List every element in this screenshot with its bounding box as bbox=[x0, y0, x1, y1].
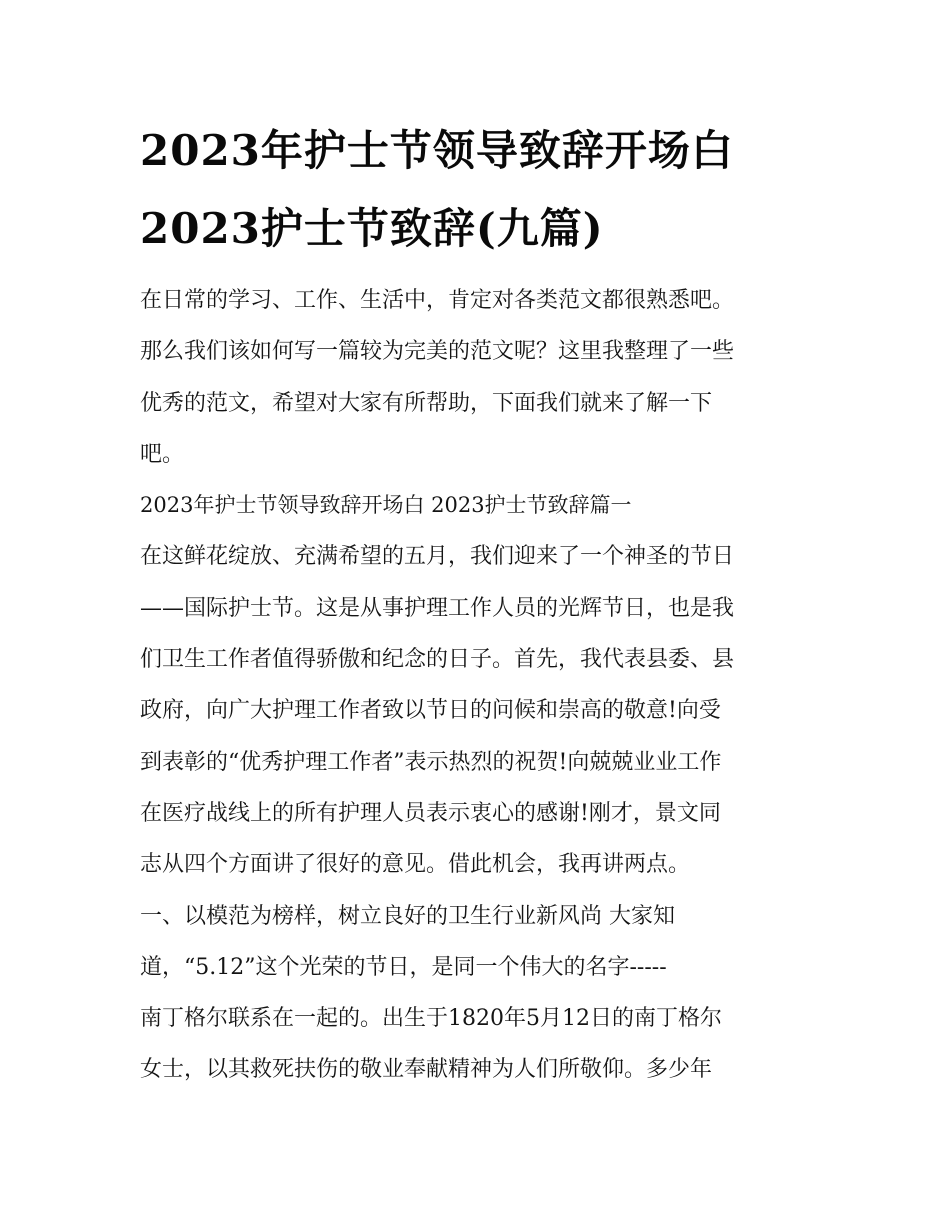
body-line: 那么我们该如何写一篇较为完美的范文呢？这里我整理了一些 bbox=[140, 339, 735, 365]
body-line: 到表彰的“优秀护理工作者”表示热烈的祝贺!向兢兢业业工作 bbox=[140, 749, 722, 775]
body-line: 优秀的范文，希望对大家有所帮助，下面我们就来了解一下 bbox=[140, 390, 713, 416]
title-line: 2023年护士节领导致辞开场白 bbox=[140, 126, 734, 175]
body-line: 在医疗战线上的所有护理人员表示衷心的感谢!刚才，景文同 bbox=[140, 800, 721, 826]
body-line: 在日常的学习、工作、生活中，肯定对各类范文都很熟悉吧。 bbox=[140, 288, 735, 313]
body-line: 南丁格尔联系在一起的。出生于1820年5月12日的南丁格尔 bbox=[140, 1006, 722, 1032]
document-body bbox=[140, 275, 830, 1096]
body-line: 吧。 bbox=[140, 441, 185, 467]
document-title bbox=[140, 112, 840, 268]
body-line: 在这鲜花绽放、充满希望的五月，我们迎来了一个神圣的节日 bbox=[140, 544, 735, 570]
section-heading: 2023年护士节领导致辞开场白 2023护士节致辞篇一 bbox=[140, 493, 632, 518]
body-line: 们卫生工作者值得骄傲和纪念的日子。首先，我代表县委、县 bbox=[140, 647, 735, 673]
title-line: 2023护士节致辞(九篇) bbox=[140, 204, 604, 253]
body-line: ——国际护士节。这是从事护理工作人员的光辉节日，也是我 bbox=[140, 595, 735, 621]
body-line: 女士，以其救死扶伤的敬业奉献精神为人们所敬仰。多少年 bbox=[140, 1057, 713, 1083]
body-line: 一、以模范为榜样，树立良好的卫生行业新风尚 大家知 bbox=[140, 903, 675, 929]
body-line: 政府，向广大护理工作者致以节日的问候和崇高的敬意!向受 bbox=[140, 698, 721, 724]
body-line: 道，“5.12”这个光荣的节日，是同一个伟大的名字----- bbox=[140, 954, 667, 980]
body-line: 志从四个方面讲了很好的意见。借此机会，我再讲两点。 bbox=[140, 852, 691, 878]
